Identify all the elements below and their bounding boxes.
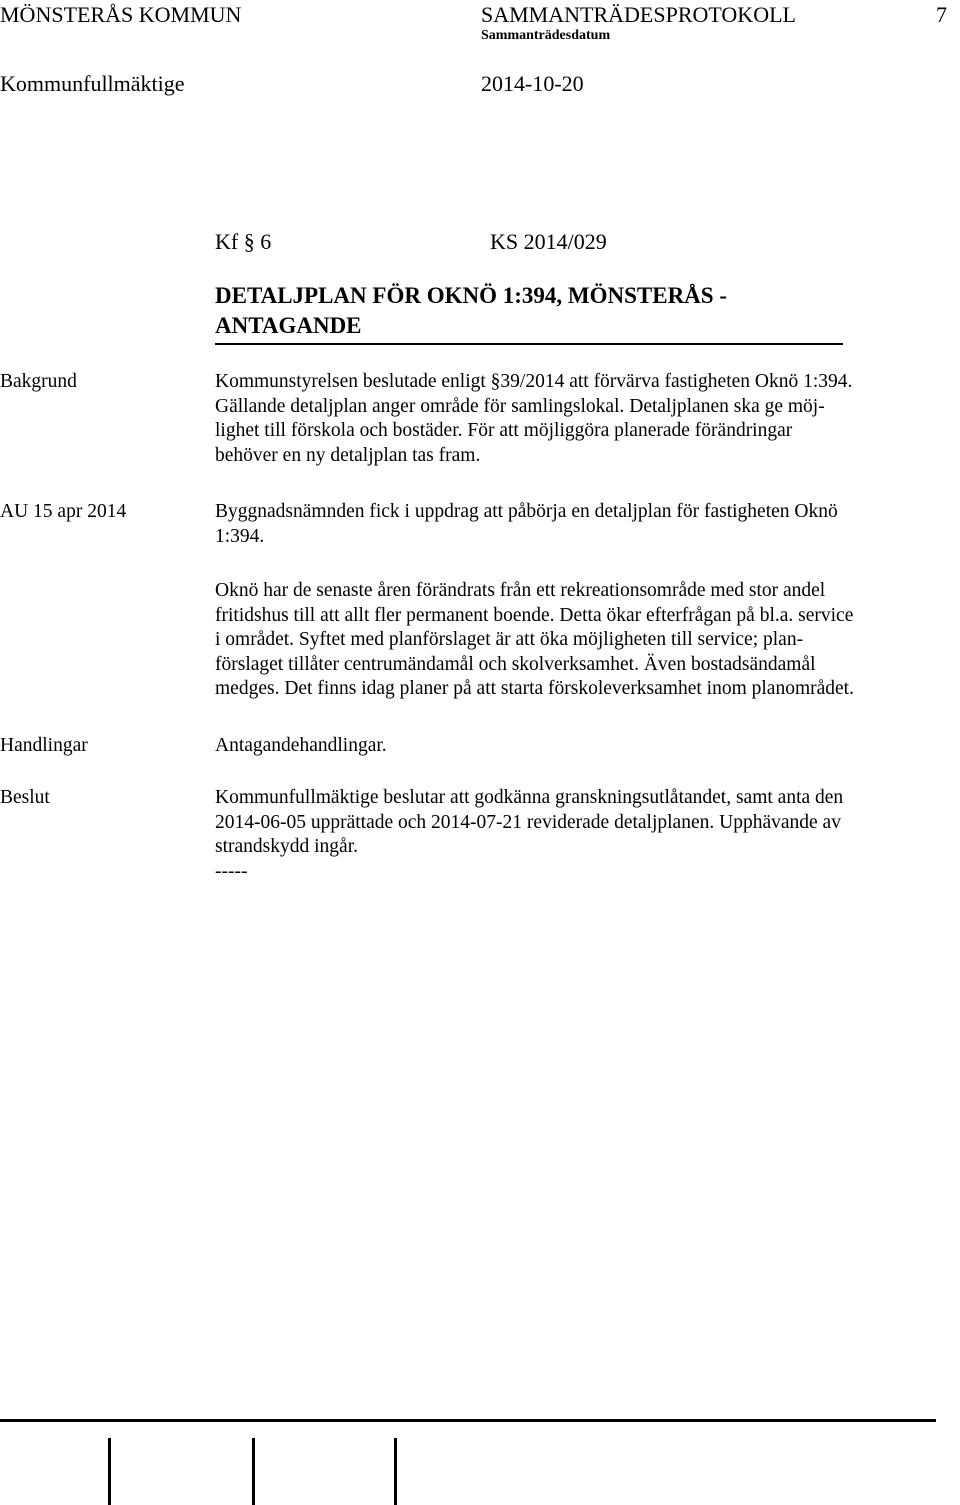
end-mark: ----- [215, 860, 248, 882]
text-line: lighet till förskola och bostäder. För att möjliggöra planerade förändringar [215, 420, 793, 441]
text-line: behöver en ny detaljplan tas fram. [215, 444, 481, 466]
meeting-date: 2014-10-20 [481, 71, 584, 96]
text-line: medges. Det finns idag planer på att starta förskoleverksamhet inom planområdet. [215, 678, 854, 699]
page-number: 7 [936, 2, 947, 27]
signature-box-divider [108, 1438, 111, 1505]
signature-rule [0, 1419, 936, 1422]
au-paragraph [215, 500, 955, 549]
text-line: i området. Syftet med planförslaget är att öka möjligheten till service; plan- [215, 629, 804, 650]
text-line: Oknö har de senaste åren förändrats från ett rekreationsområde med stor andel [215, 580, 826, 601]
text-line: Byggnadsnämnden fick i uppdrag att påbörja en detaljplan för fastigheten Oknö [215, 501, 838, 522]
section-label-beslut: Beslut [0, 787, 50, 808]
text-line: förslaget tillåter centrumändamål och skolverksamhet. Även bostadsändamål [215, 653, 816, 675]
municipality-name: MÖNSTERÅS KOMMUN [0, 2, 242, 27]
diary-number: KS 2014/029 [490, 229, 607, 254]
section-label-handlingar: Handlingar [0, 735, 88, 756]
section-label-au: AU 15 apr 2014 [0, 501, 127, 522]
title-underline [215, 343, 843, 345]
text-line: strandskydd ingår. [215, 836, 358, 857]
signature-box-divider [394, 1438, 397, 1505]
section-label-bakgrund: Bakgrund [0, 371, 77, 392]
text-line: Kommunfullmäktige beslutar att godkänna granskningsutlåtandet, samt anta den [215, 787, 844, 808]
case-title-line-2: ANTAGANDE [215, 313, 362, 338]
governing-body: Kommunfullmäktige [0, 71, 185, 96]
paragraph-reference: Kf § 6 [215, 229, 272, 254]
bakgrund-paragraph [215, 370, 955, 468]
beslut-paragraph [215, 786, 955, 884]
handlingar-text: Antagandehandlingar. [215, 735, 387, 756]
text-line: Gällande detaljplan anger område för samlingslokal. Detaljplanen ska ge möj- [215, 395, 825, 417]
text-line: fritidshus till att allt fler permanent boende. Detta ökar efterfrågan på bl.a. service [215, 604, 854, 626]
document-type: SAMMANTRÄDESPROTOKOLL [481, 2, 796, 27]
okno-paragraph [215, 579, 955, 702]
signature-box-divider [252, 1438, 255, 1505]
text-line: 2014-06-05 upprättade och 2014-07-21 reviderade detaljplanen. Upphävande av [215, 811, 841, 833]
text-line: Kommunstyrelsen beslutade enligt §39/2014 att förvärva fastigheten Oknö 1:394. [215, 371, 853, 392]
case-title-line-1: DETALJPLAN FÖR OKNÖ 1:394, MÖNSTERÅS - [215, 283, 727, 308]
text-line: 1:394. [215, 525, 265, 547]
meeting-date-label: Sammanträdesdatum [481, 28, 611, 43]
